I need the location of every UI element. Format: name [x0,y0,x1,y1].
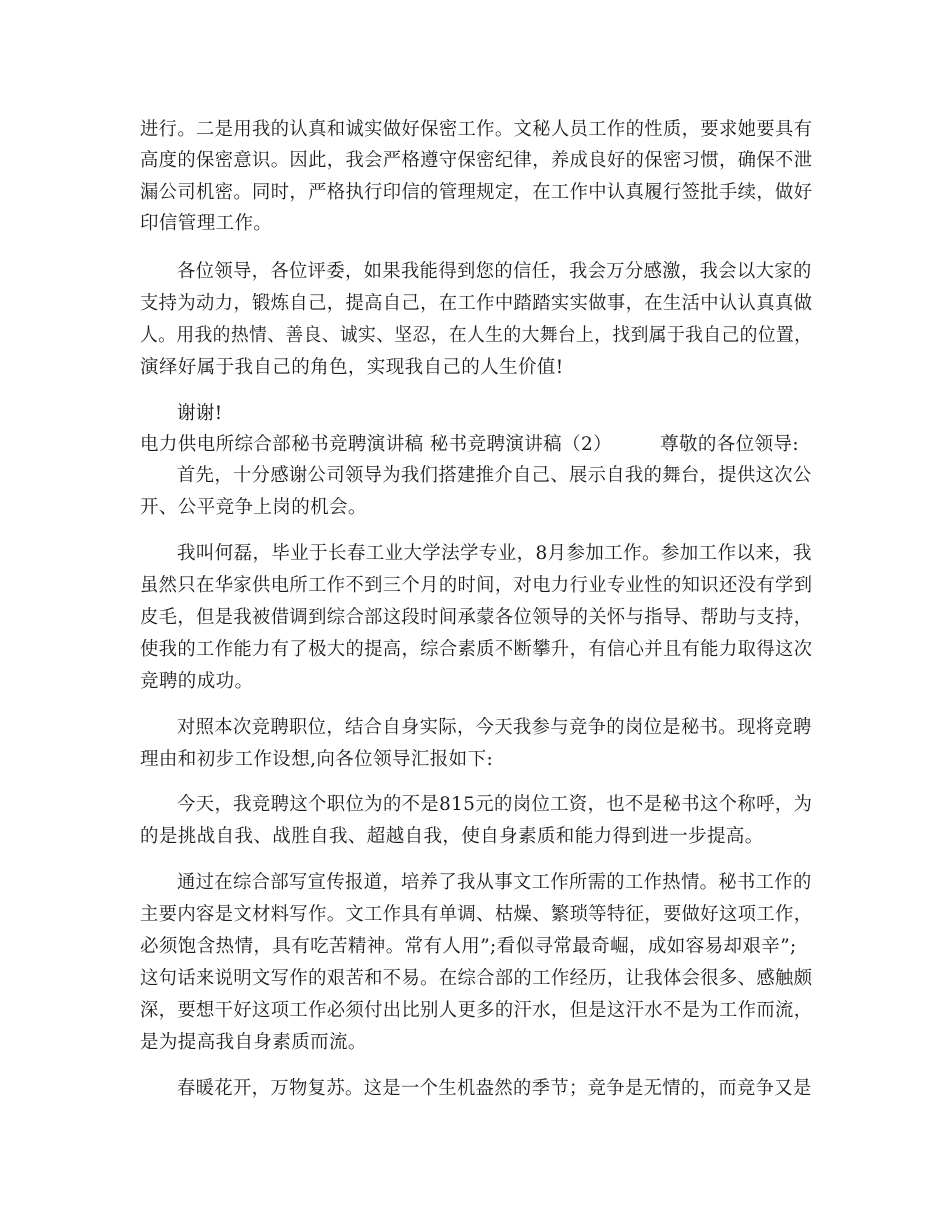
text-line: 各位领导，各位评委，如果我能得到您的信任，我会万分感激，我会以大家的 [177,261,812,282]
text-line: 理由和初步工作设想,向各位领导汇报如下: [140,749,494,770]
text-line: 漏公司机密。同时，严格执行印信的管理规定，在工作中认真履行签批手续，做好 [140,182,813,203]
text-line: 必须饱含热情，具有吃苦精神。常有人用”;看似寻常最奇崛，成如容易却艰辛”; [140,936,797,957]
text-line: 开、公平竞争上岗的机会。 [140,497,367,518]
text-line: 人。用我的热情、善良、诚实、坚忍，在人生的大舞台上，找到属于我自己的位置， [140,325,813,346]
text-line: 的是挑战自我、战胜自我、超越自我，使自身素质和能力得到进一步提高。 [140,826,764,847]
text-line: 深，要想干好这项工作必须付出比别人更多的汗水，但是这汗水不是为工作而流， [140,1000,813,1021]
text-line: 演绎好属于我自己的角色，实现我自己的人生价值! [140,357,564,378]
text-line: 虽然只在华家供电所工作不到三个月的时间，对电力行业专业性的知识还没有学到 [140,575,813,596]
text-line: 进行。二是用我的认真和诚实做好保密工作。文秘人员工作的性质，要求她要具有 [140,119,813,140]
text-line: 皮毛，但是我被借调到综合部这段时间承蒙各位领导的关怀与指导、帮助与支持， [140,607,813,628]
text-line: 主要内容是文材料写作。文工作具有单调、枯燥、繁琐等特征，要做好这项工作， [140,904,813,925]
text-line: 我叫何磊，毕业于长春工业大学法学专业，8月参加工作。参加工作以来，我 [177,543,812,564]
text-line: 谢谢! [177,403,223,424]
section-heading-line [140,433,799,457]
salutation: 尊敬的各位领导: [660,434,799,455]
text-line: 高度的保密意识。因此，我会严格遵守保密纪律，养成良好的保密习惯，确保不泄 [140,150,813,171]
text-line: 春暖花开，万物复苏。这是一个生机盎然的季节；竞争是无情的，而竞争又是 [177,1078,812,1099]
text-line: 支持为动力，锻炼自己，提高自己，在工作中踏踏实实做事，在生活中认认真真做 [140,293,813,314]
text-line: 印信管理工作。 [140,213,273,234]
text-line: 是为提高我自身素质而流。 [140,1032,367,1053]
text-line: 对照本次竞聘职位，结合自身实际，今天我参与竞争的岗位是秘书。现将竞聘 [177,717,812,738]
text-line: 今天，我竞聘这个职位为的不是815元的岗位工资，也不是秘书这个称呼，为 [177,794,813,815]
text-line: 首先，十分感谢公司领导为我们搭建推介自己、展示自我的舞台，提供这次公 [177,465,812,486]
text-line: 通过在综合部写宣传报道，培养了我从事文工作所需的工作热情。秘书工作的 [177,872,812,893]
text-line: 这句话来说明文写作的艰苦和不易。在综合部的工作经历，让我体会很多、感触颇 [140,968,813,989]
text-line: 使我的工作能力有了极大的提高，综合素质不断攀升，有信心并且有能力取得这次 [140,639,813,660]
section-title: 电力供电所综合部秘书竞聘演讲稿 秘书竞聘演讲稿（2） [140,434,613,455]
text-line: 竞聘的成功。 [140,671,254,692]
